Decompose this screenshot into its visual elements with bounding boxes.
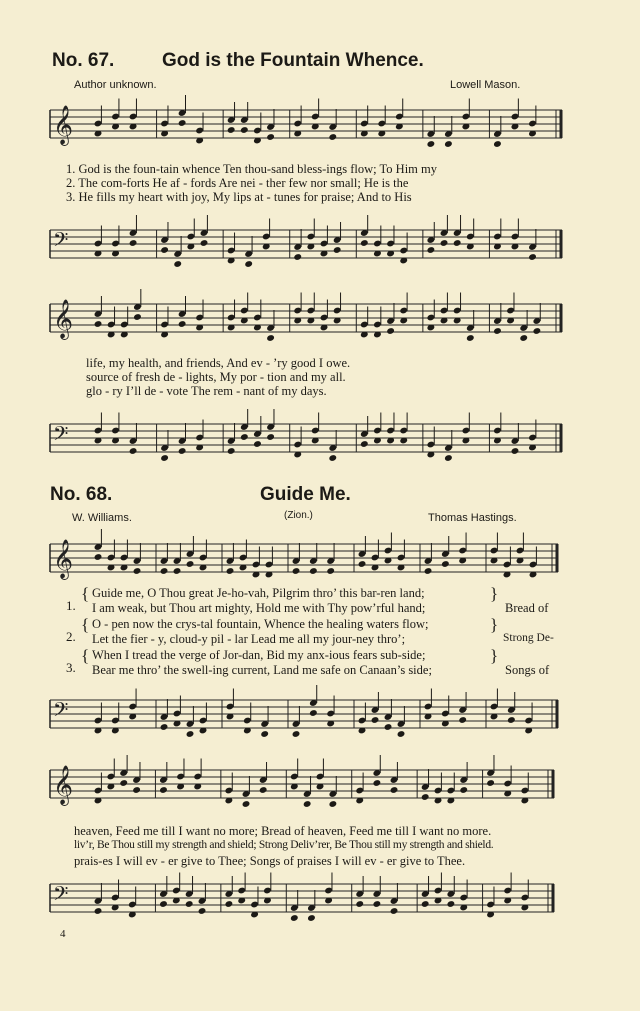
hymn-68-verse-1-number: 1. (66, 598, 76, 613)
notehead (444, 140, 453, 148)
notehead (260, 730, 269, 738)
hymn-68-verse-2-number: 2. (66, 629, 76, 644)
hymn-67-author: Author unknown. (74, 79, 157, 91)
notehead (253, 440, 262, 448)
notehead (424, 567, 433, 575)
notehead (328, 454, 337, 462)
page-number: 4 (60, 928, 66, 940)
notehead (493, 140, 502, 148)
notehead (519, 334, 528, 342)
hymn-67-number: No. 67. (52, 50, 115, 71)
notehead (240, 126, 249, 134)
hymn-68-verse-1-tail: Bread of (505, 601, 549, 615)
hymn-68-tune: (Zion.) (284, 510, 313, 521)
notehead (444, 454, 453, 462)
notehead (173, 567, 182, 575)
notehead (386, 327, 395, 335)
hymn-68-refrain-verse-1: heaven, Feed me till I want no more; Bread of heaven, Feed me till I want no more. (74, 824, 492, 838)
bass-clef-icon: 𝄢 (53, 422, 69, 450)
notehead (441, 560, 450, 568)
hymn-67-system-1-bass (50, 230, 562, 262)
verse-2-open-brace: { (81, 615, 90, 634)
notehead (397, 730, 406, 738)
notehead (373, 779, 382, 787)
hymn-68-system-1-treble (50, 539, 558, 579)
hymn-68-verse-2-line-b: Let the fier - y, cloud-y pil - lar Lead me all my jour-ney thro’; (92, 632, 406, 646)
hymn-67-verse-2-line-2: source of fresh de - lights, My por - tion and my all. (86, 370, 346, 384)
notehead (160, 454, 169, 462)
hymn-68-refrain-verse-3: prais-es I will ev - er give to Thee; Songs of praises I will ev - er give to Thee. (74, 854, 466, 868)
notehead (159, 786, 168, 794)
bass-clef-icon: 𝄢 (53, 698, 69, 726)
hymn-67-composer: Lowell Mason. (450, 79, 521, 91)
hymn-68-number: No. 68. (50, 484, 113, 505)
notehead (226, 567, 235, 575)
hymn-67-verse-1-line-2: life, my health, and friends, And ev - ’ry good I owe. (86, 356, 351, 370)
notehead (240, 433, 249, 441)
notehead (227, 126, 236, 134)
notehead (292, 567, 301, 575)
notehead (427, 246, 436, 254)
hymn-68-verse-3-tail: Songs of (505, 663, 550, 677)
bass-clef-icon: 𝄢 (53, 882, 69, 910)
notehead (371, 716, 380, 724)
notehead (227, 447, 236, 455)
treble-clef-icon: 𝄞 (53, 539, 74, 579)
notehead (160, 246, 169, 254)
hymn-68-refrain-verse-2: liv’r, Be Thou still my strength and shield; Strong Deliv’rer, Be Thou still my strength and shield. (74, 839, 494, 851)
notehead (129, 447, 138, 455)
notehead (185, 900, 194, 908)
hymn-67-verse-2-line: 2. The com-forts He af - fords Are nei - ther few nor small; He is the (66, 176, 409, 190)
notehead (390, 907, 399, 915)
notehead (178, 320, 187, 328)
notehead (486, 779, 495, 787)
notehead (94, 907, 103, 915)
verse-3-close-brace: } (490, 646, 499, 665)
notehead (384, 723, 393, 731)
hymn-68-author: W. Williams. (72, 512, 132, 524)
hymn-68-verse-1-line-b: I am weak, but Thou art mighty, Hold me with Thy pow’rful hand; (92, 601, 426, 615)
verse-3-open-brace: { (81, 646, 90, 665)
notehead (326, 567, 335, 575)
notehead (511, 447, 520, 455)
notehead (458, 716, 467, 724)
notehead (178, 119, 187, 127)
hymn-68-verse-3-line-b: Bear me thro’ the swell-ing current, Land me safe on Canaan’s side; (92, 663, 432, 677)
notehead (178, 447, 187, 455)
notehead (329, 800, 338, 808)
notehead (453, 239, 462, 247)
hymn-67-system-2-treble (50, 299, 562, 339)
notehead (133, 567, 142, 575)
notehead (94, 320, 103, 328)
notehead (225, 900, 234, 908)
notehead (355, 900, 364, 908)
notehead (440, 239, 449, 247)
hymn-68-composer: Thomas Hastings. (428, 512, 517, 524)
notehead (119, 779, 128, 787)
notehead (186, 730, 195, 738)
notehead (390, 786, 399, 794)
notehead (94, 553, 103, 561)
notehead (533, 327, 542, 335)
notehead (373, 900, 382, 908)
hymn-68-verse-3-line-a: When I tread the verge of Jor-dan, Bid my anx-ious fears sub-side; (92, 648, 426, 662)
notehead (358, 560, 367, 568)
bass-clef-icon: 𝄢 (53, 228, 69, 256)
hymn-67-system-2-bass (50, 424, 562, 456)
notehead (427, 140, 436, 148)
treble-clef-icon: 𝄞 (53, 765, 74, 805)
notehead (309, 709, 318, 717)
notehead (266, 334, 275, 342)
notehead (293, 253, 302, 261)
hymn-68-title: Guide Me. (260, 484, 351, 505)
verse-2-close-brace: } (490, 615, 499, 634)
notehead (160, 723, 169, 731)
notehead (244, 260, 253, 268)
notehead (309, 567, 318, 575)
notehead (328, 133, 337, 141)
notehead (447, 900, 456, 908)
hymn-68-verse-3-number: 3. (66, 660, 76, 675)
notehead (132, 786, 141, 794)
notehead (360, 239, 369, 247)
notehead (466, 334, 475, 342)
notehead (292, 730, 301, 738)
notehead (507, 716, 516, 724)
verse-1-close-brace: } (490, 584, 499, 603)
notehead (421, 900, 430, 908)
notehead (528, 253, 537, 261)
notehead (200, 239, 209, 247)
notehead (290, 914, 299, 922)
hymn-68-verse-2-tail: Strong De- (503, 632, 554, 644)
notehead (333, 246, 342, 254)
notehead (242, 800, 251, 808)
notehead (360, 440, 369, 448)
hymn-67-system-1-treble (50, 105, 562, 145)
treble-clef-icon: 𝄞 (53, 105, 74, 145)
verse-1-open-brace: { (81, 584, 90, 603)
hymn-68-system-2-treble (50, 765, 554, 805)
hymn-67-title: God is the Fountain Whence. (162, 50, 424, 71)
hymn-67-verse-1-line: 1. God is the foun-tain whence Ten thou-sand bless-ings flow; To Him my (66, 162, 438, 176)
treble-clef-icon: 𝄞 (53, 299, 74, 339)
hymn-68-system-2-bass (50, 884, 554, 916)
notehead (186, 560, 195, 568)
notehead (421, 793, 430, 801)
notehead (493, 327, 502, 335)
notehead (459, 786, 468, 794)
notehead (159, 900, 168, 908)
hymn-67-verse-3-line: 3. He fills my heart with joy, My lips at - tunes for praise; And to His (66, 190, 412, 204)
notehead (173, 260, 182, 268)
notehead (259, 786, 268, 794)
notehead (129, 239, 138, 247)
hymn-68-verse-2-line-a: O - pen now the crys-tal fountain, Whence the healing waters flow; (92, 617, 429, 631)
notehead (160, 567, 169, 575)
notehead (266, 133, 275, 141)
hymn-68-verse-1-line-a: Guide me, O Thou great Je-ho-vah, Pilgrim thro’ this bar-ren land; (92, 586, 425, 600)
notehead (133, 313, 142, 321)
hymn-68-system-1-bass (50, 700, 558, 732)
notehead (266, 433, 275, 441)
notehead (303, 800, 312, 808)
notehead (307, 914, 316, 922)
hymn-67-verse-3-line-2: glo - ry I’ll de - vote The rem - nant of my days. (86, 384, 327, 398)
notehead (198, 907, 207, 915)
